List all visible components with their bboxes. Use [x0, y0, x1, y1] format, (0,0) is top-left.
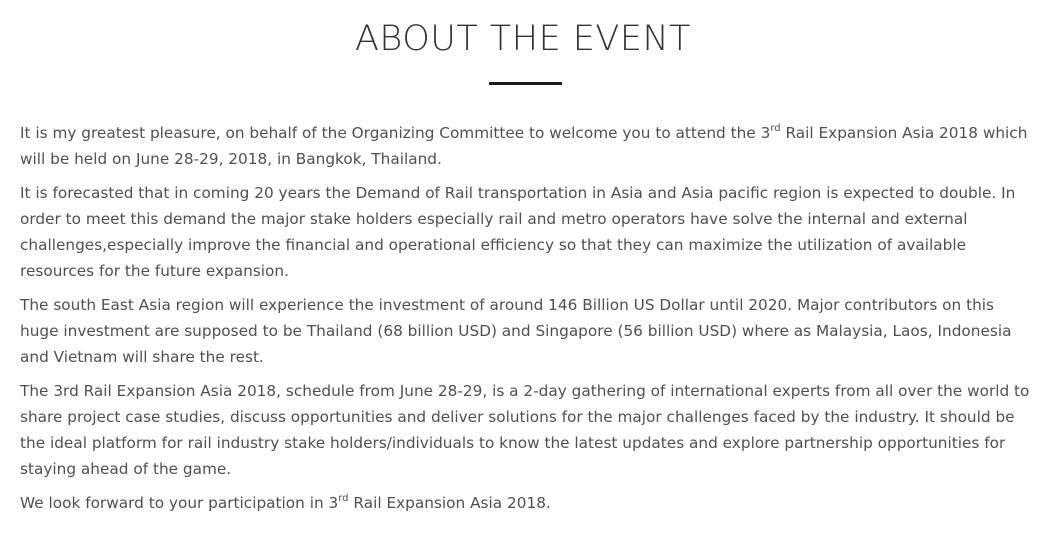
section-title: ABOUT THE EVENT [354, 19, 692, 59]
paragraph-closing-text-b: Rail Expansion Asia 2018. [348, 494, 551, 512]
ordinal-suffix: rd [770, 123, 781, 134]
ordinal-suffix: rd [338, 493, 349, 504]
title-underline-divider [489, 82, 562, 85]
paragraph-investment: The south East Asia region will experience the investment of around 146 Billion US Dollar until 2020. Major contributors on this huge investment are supposed to be Thailand (68 billion USD) and Singapore (56 billion USD) where as Malaysia, Laos, Indonesia and Vietnam will share the rest. [20, 296, 1012, 366]
paragraph-welcome-text-a: It is my greatest pleasure, on behalf of the Organizing Committee to welcome you to attend the 3 [20, 124, 771, 142]
paragraph-closing-text-a: We look forward to your participation in 3 [20, 494, 339, 512]
paragraph-forecast: It is forecasted that in coming 20 years the Demand of Rail transportation in Asia and Asia pacific region is expected to double. In order to meet this demand the major stake holders especially rail and metro operators have solve the internal and external challenges,especially improve the financial and operational efficiency so that they can maximize the utilization of available resources for the future expansion. [20, 184, 1016, 280]
about-event-body [20, 120, 1032, 524]
paragraph-closing [20, 490, 1032, 516]
paragraph-welcome-text-b: Rail Expansion Asia 2018 which will be held on June 28-29, 2018, in Bangkok, Thailand. [20, 124, 1028, 168]
paragraph-gathering: The 3rd Rail Expansion Asia 2018, schedule from June 28-29, is a 2-day gathering of international experts from all over the world to share project case studies, discuss opportunities and deliver solutions for the major challenges faced by the industry. It should be the ideal platform for rail industry stake holders/individuals to know the latest updates and explore partnership opportunities for staying ahead of the game. [20, 382, 1030, 478]
paragraph-welcome [20, 120, 1032, 172]
